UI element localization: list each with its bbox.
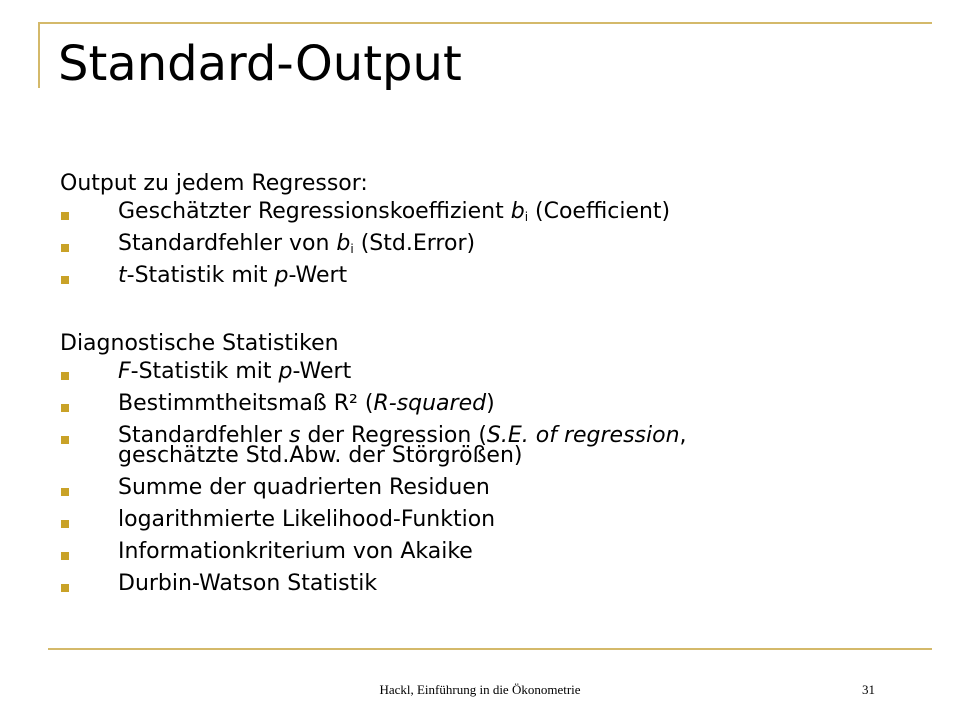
output-list	[60, 198, 920, 294]
frame-top-line	[40, 22, 932, 24]
frame-left-line	[38, 22, 40, 88]
output-heading: Output zu jedem Regressor:	[60, 171, 368, 196]
bullet-square-icon	[61, 404, 69, 412]
bullet-square-icon	[61, 212, 69, 220]
footer-text: Hackl, Einführung in die Ökonometrie	[379, 682, 581, 697]
diagnostics-list	[60, 358, 920, 602]
list-item-f-statistic: F-Statistik mit p-Wert	[60, 358, 920, 390]
list-item-durbin-watson: Durbin-Watson Statistik	[60, 570, 920, 602]
list-item-r-squared: Bestimmtheitsmaß R² (R-squared)	[60, 390, 920, 422]
bullet-square-icon	[61, 520, 69, 528]
bullet-square-icon	[61, 372, 69, 380]
bullet-square-icon	[61, 488, 69, 496]
slide-content	[60, 170, 920, 602]
bullet-square-icon	[61, 552, 69, 560]
list-item-se-regression: Standardfehler s der Regression (S.E. of regression, geschätzte Std.Abw. der Störgrößen)	[60, 422, 920, 474]
list-item-std-error: Standardfehler von $b_i$ (Std.Error)	[60, 230, 920, 262]
bullet-square-icon	[61, 276, 69, 284]
list-item-coefficient: Geschätzter Regressionskoeffizient $b_i$ (Coefficient)	[60, 198, 920, 230]
page-number: 31	[862, 682, 875, 697]
bullet-square-icon	[61, 584, 69, 592]
list-item-t-statistic: t-Statistik mit p-Wert	[60, 262, 920, 294]
diagnostics-heading: Diagnostische Statistiken	[60, 331, 339, 356]
bullet-square-icon	[61, 436, 69, 444]
list-item-akaike: Informationkriterium von Akaike	[60, 538, 920, 570]
frame-bottom-line	[48, 648, 932, 650]
list-item-ssr: Summe der quadrierten Residuen	[60, 474, 920, 506]
bullet-square-icon	[61, 244, 69, 252]
list-item-log-likelihood: logarithmierte Likelihood-Funktion	[60, 506, 920, 538]
slide-title: Standard-Output	[58, 36, 462, 92]
